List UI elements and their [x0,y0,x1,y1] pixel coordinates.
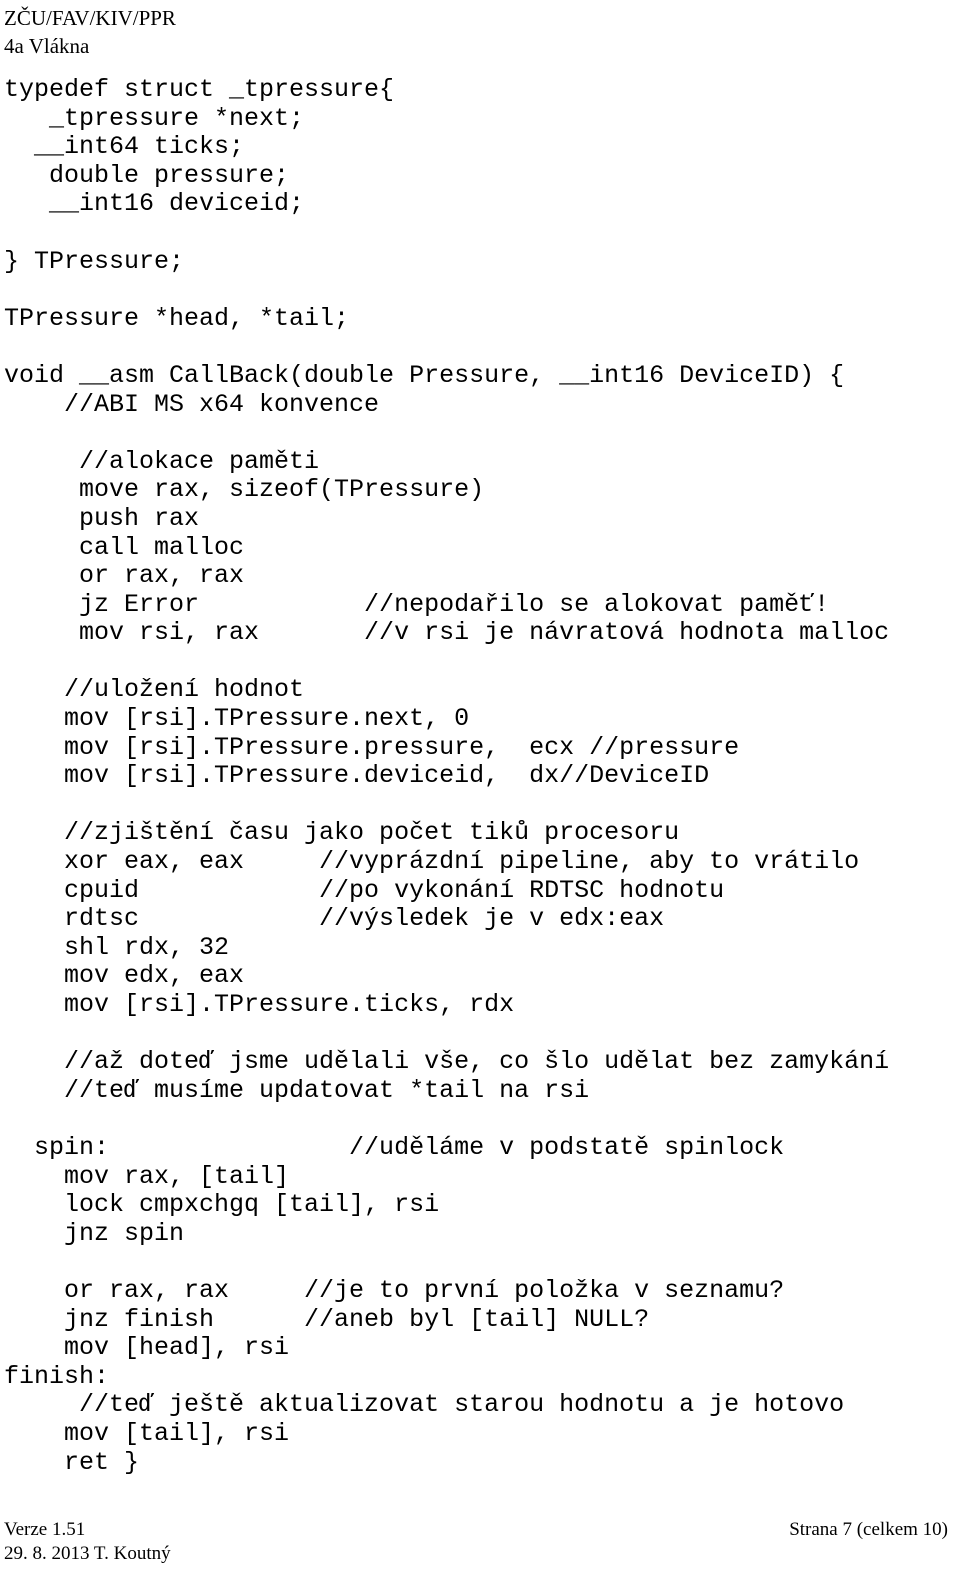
code-line: __int64 ticks; [4,132,245,162]
code-line: rdtsc //výsledek je v edx:eax [4,904,665,934]
code-line: _tpressure *next; [4,103,305,133]
code-line [4,791,889,820]
code-line: lock cmpxchgq [tail], rsi [4,1190,440,1220]
code-line: mov rax, [tail] [4,1161,290,1191]
code-line: push rax [4,503,200,533]
code-line: or rax, rax [4,561,245,591]
code-line: __int16 deviceid; [4,189,305,219]
code-line: or rax, rax //je to první položka v seznamu? [4,1275,785,1305]
code-line: mov rsi, rax //v rsi je návratová hodnota malloc [4,618,890,648]
code-line [4,1105,889,1134]
code-line: void __asm CallBack(double Pressure, __int16 DeviceID) { [4,360,845,390]
version-label: Verze 1.51 [4,1519,86,1540]
date-author: 29. 8. 2013 T. Koutný [4,1543,171,1564]
code-line: jnz finish //aneb byl [tail] NULL? [4,1304,650,1334]
code-line: //zjištění času jako počet tiků procesoru [4,818,680,848]
code-line: mov [tail], rsi [4,1418,290,1448]
code-line: TPressure *head, *tail; [4,303,350,333]
code-line: typedef struct _tpressure{ [4,75,395,104]
code-line: //teď musíme updatovat *tail na rsi [4,1075,590,1105]
code-line: mov [rsi].TPressure.pressure, ecx //pressure [4,732,740,762]
code-line: xor eax, eax //vyprázdní pipeline, aby to vrátilo [4,847,860,877]
code-line: cpuid //po vykonání RDTSC hodnotu [4,875,725,905]
code-line: mov [rsi].TPressure.deviceid, dx//DeviceID [4,761,710,791]
code-line: mov [head], rsi [4,1333,290,1363]
code-line [4,1248,889,1277]
code-line: } TPressure; [4,246,185,276]
code-line: //ABI MS x64 konvence [4,389,380,419]
page-number: Strana 7 (celkem 10) [789,1519,948,1540]
code-line: jnz spin [4,1218,185,1248]
code-line [4,333,889,362]
page-footer [4,1518,948,1566]
code-line: finish: [4,1361,110,1391]
code-line: shl rdx, 32 [4,932,230,962]
course-code: ZČU/FAV/KIV/PPR [4,6,176,30]
code-line [4,219,889,248]
code-line: mov [rsi].TPressure.next, 0 [4,704,470,734]
code-line [4,419,889,448]
code-line: double pressure; [4,160,290,190]
code-line: call malloc [4,532,245,562]
code-line [4,1020,889,1049]
code-line: ret } [4,1447,140,1477]
code-line: //až doteď jsme udělali vše, co šlo udělat bez zamykání [4,1047,890,1077]
code-line: //alokace paměti [4,446,320,476]
code-line: //teď ještě aktualizovat starou hodnotu a je hotovo [4,1390,845,1420]
code-line: move rax, sizeof(TPressure) [4,475,485,505]
code-line: mov edx, eax [4,961,245,991]
code-listing [4,76,889,1477]
code-line [4,276,889,305]
page-header [4,4,176,60]
code-line: jz Error //nepodařilo se alokovat paměť! [4,589,830,619]
code-line: mov [rsi].TPressure.ticks, rdx [4,990,515,1019]
chapter-title: 4a Vlákna [4,34,90,58]
code-line: //uložení hodnot [4,675,305,705]
code-line [4,648,889,677]
code-line: spin: //uděláme v podstatě spinlock [4,1132,785,1162]
